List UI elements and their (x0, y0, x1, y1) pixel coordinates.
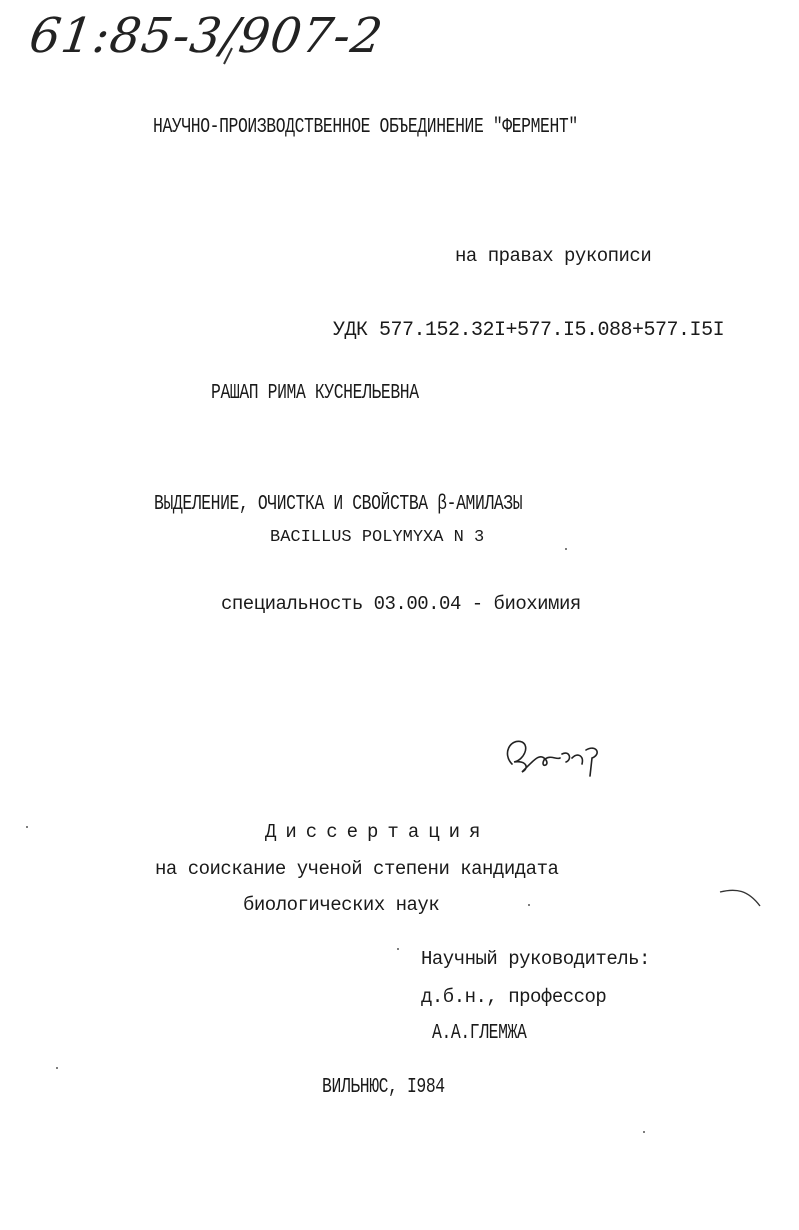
speck (565, 548, 567, 550)
archive-mark: 61:85-3/907-2 (26, 8, 387, 64)
speck (56, 1067, 58, 1069)
city-year: ВИЛЬНЮС, I984 (322, 1076, 445, 1099)
advisor-title: д.б.н., профессор (421, 986, 607, 1008)
advisor-name: А.А.ГЛЕМЖА (432, 1022, 527, 1045)
pen-mark (718, 886, 763, 910)
signature (500, 730, 610, 780)
specialty: специальность 03.00.04 - биохимия (221, 593, 581, 615)
speck (397, 948, 399, 950)
manuscript-rights: на правах рукописи (455, 245, 652, 267)
author-name: РАШАП РИМА КУСНЕЛЬЕВНА (211, 382, 419, 405)
thesis-title-line1: ВЫДЕЛЕНИЕ, ОЧИСТКА И СВОЙСТВА β-АМИЛАЗЫ (154, 493, 523, 516)
document-type: Диссертация (265, 821, 490, 843)
udc-code: УДК 577.152.32I+577.I5.088+577.I5I (333, 319, 725, 342)
thesis-title-line2: BACILLUS POLYMYXA N 3 (270, 528, 485, 547)
speck (643, 1131, 645, 1133)
advisor-label: Научный руководитель: (421, 948, 650, 970)
organization-name: НАУЧНО-ПРОИЗВОДСТВЕННОЕ ОБЪЕДИНЕНИЕ "ФЕРМЕНТ" (153, 116, 578, 139)
speck (528, 904, 530, 906)
degree-line2: биологических наук (243, 894, 440, 916)
degree-line1: на соискание ученой степени кандидата (155, 858, 559, 880)
speck (26, 826, 28, 828)
archive-mark-stroke (0, 0, 260, 80)
